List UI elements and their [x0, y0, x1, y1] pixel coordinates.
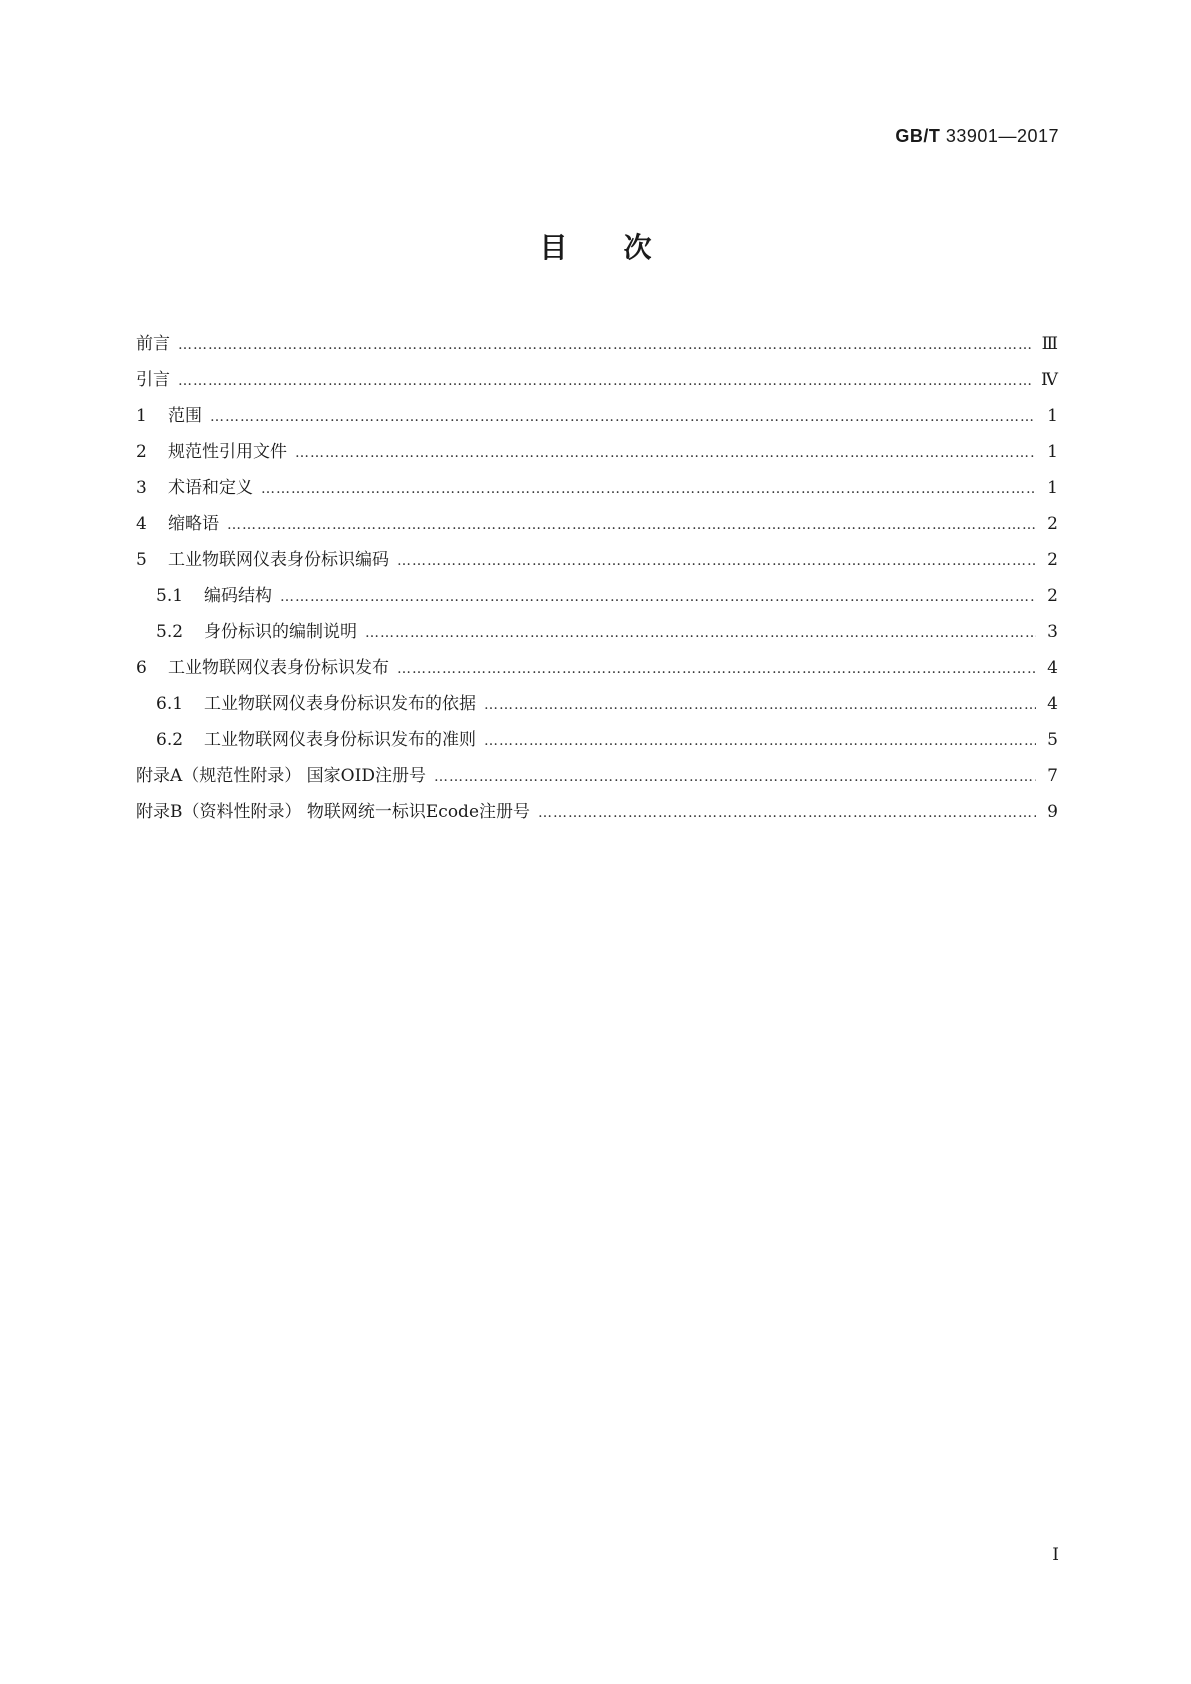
toc-entry-page: 9 — [1047, 802, 1058, 822]
toc-entry-number: 6 — [136, 658, 147, 678]
dot-leader — [280, 579, 1036, 615]
toc-entry-page: Ⅳ — [1041, 370, 1058, 390]
toc-entry-number: 1 — [136, 406, 147, 426]
toc-entry-6[interactable] — [136, 650, 1058, 686]
dot-leader — [397, 651, 1036, 687]
standard-code: 33901—2017 — [945, 126, 1059, 146]
toc-entry-5-1[interactable] — [136, 578, 1058, 614]
toc-entry-number: 6.1 — [156, 694, 184, 714]
toc-entry-label: 附录A（规范性附录） 国家OID注册号 — [136, 766, 426, 786]
dot-leader — [434, 759, 1036, 795]
toc-entry-page: 2 — [1047, 514, 1058, 534]
toc-entry-page: 4 — [1047, 658, 1058, 678]
toc-entry-number: 6.2 — [156, 730, 184, 750]
toc-entry-appendix-a[interactable] — [136, 758, 1058, 794]
table-of-contents — [136, 326, 1058, 830]
toc-entry-page: 4 — [1047, 694, 1058, 714]
toc-entry-page: 5 — [1047, 730, 1058, 750]
toc-entry-label: 范围 — [168, 406, 202, 426]
standard-number — [895, 126, 1059, 147]
toc-entry-2[interactable] — [136, 434, 1058, 470]
toc-entry-4[interactable] — [136, 506, 1058, 542]
dot-leader — [210, 399, 1036, 435]
dot-leader — [365, 615, 1036, 651]
toc-title: 目次 — [539, 231, 708, 264]
toc-entry-3[interactable] — [136, 470, 1058, 506]
toc-entry-1[interactable] — [136, 398, 1058, 434]
toc-entry-number: 3 — [136, 478, 147, 498]
toc-entry-5[interactable] — [136, 542, 1058, 578]
dot-leader — [261, 471, 1036, 507]
dot-leader — [484, 723, 1036, 759]
toc-entry-label: 工业物联网仪表身份标识发布的准则 — [204, 730, 476, 750]
page-number: I — [1052, 1545, 1059, 1565]
toc-entry-number: 5.2 — [156, 622, 184, 642]
toc-entry-page: 3 — [1047, 622, 1058, 642]
toc-entry-label: 工业物联网仪表身份标识发布的依据 — [204, 694, 476, 714]
toc-entry-label: 引言 — [136, 370, 170, 390]
dot-leader — [178, 327, 1034, 363]
toc-entry-number: 5 — [136, 550, 147, 570]
toc-entry-label: 缩略语 — [168, 514, 219, 534]
toc-entry-6-2[interactable] — [136, 722, 1058, 758]
toc-entry-page: 1 — [1047, 478, 1058, 498]
toc-entry-foreword[interactable] — [136, 326, 1058, 362]
toc-entry-label: 附录B（资料性附录） 物联网统一标识Ecode注册号 — [136, 802, 531, 822]
dot-leader — [295, 435, 1036, 471]
toc-entry-6-1[interactable] — [136, 686, 1058, 722]
toc-entry-label: 身份标识的编制说明 — [204, 622, 357, 642]
dot-leader — [538, 795, 1036, 831]
toc-entry-number: 5.1 — [156, 586, 184, 606]
toc-entry-introduction[interactable] — [136, 362, 1058, 398]
toc-entry-label: 规范性引用文件 — [168, 442, 287, 462]
toc-entry-page: 1 — [1047, 442, 1058, 462]
toc-entry-label: 前言 — [136, 334, 170, 354]
toc-entry-label: 工业物联网仪表身份标识发布 — [168, 658, 389, 678]
dot-leader — [397, 543, 1036, 579]
toc-entry-label: 编码结构 — [204, 586, 272, 606]
dot-leader — [227, 507, 1036, 543]
toc-entry-page: 1 — [1047, 406, 1058, 426]
toc-entry-5-2[interactable] — [136, 614, 1058, 650]
toc-entry-label: 术语和定义 — [168, 478, 253, 498]
dot-leader — [484, 687, 1036, 723]
toc-entry-page: 2 — [1047, 586, 1058, 606]
toc-entry-number: 2 — [136, 442, 147, 462]
toc-entry-page: Ⅲ — [1041, 334, 1058, 354]
toc-entry-label: 工业物联网仪表身份标识编码 — [168, 550, 389, 570]
toc-entry-page: 7 — [1047, 766, 1058, 786]
dot-leader — [178, 363, 1033, 399]
toc-entry-page: 2 — [1047, 550, 1058, 570]
standard-prefix: GB/T — [895, 126, 941, 146]
toc-entry-appendix-b[interactable] — [136, 794, 1058, 830]
toc-entry-number: 4 — [136, 514, 147, 534]
